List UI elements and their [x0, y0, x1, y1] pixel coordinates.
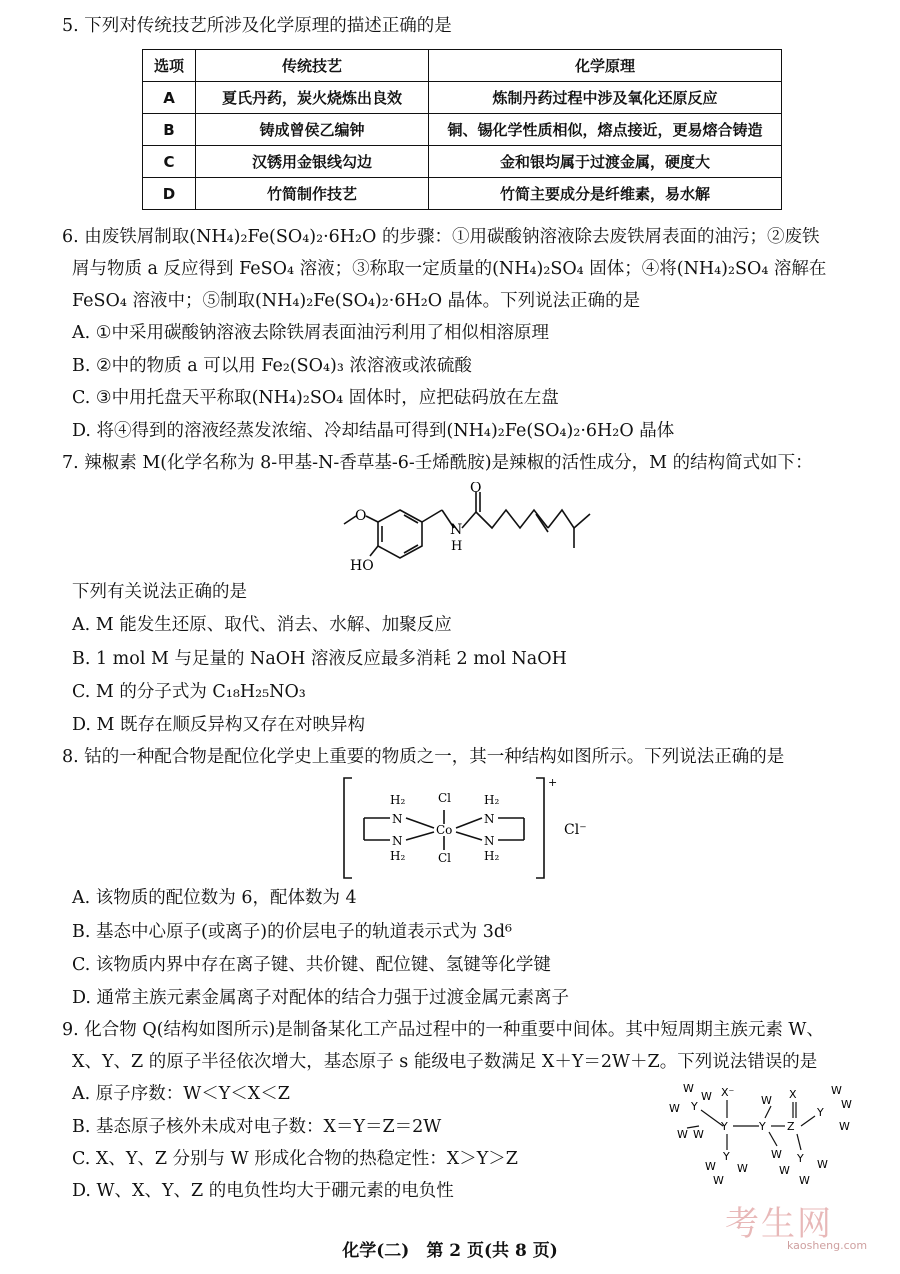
q6-line2: 屑与物质 a 反应得到 FeSO₄ 溶液；③称取一定质量的(NH₄)₂SO₄ 固体；④将(NH₄)₂SO₄ 溶解在 [72, 259, 827, 279]
table-header-row [143, 50, 782, 82]
w-label: W [705, 1160, 716, 1173]
q7-option-c: C. M 的分子式为 C₁₈H₂₅NO₃ [72, 682, 306, 702]
q7-option-b: B. 1 mol M 与足量的 NaOH 溶液反应最多消耗 2 mol NaOH [72, 649, 567, 669]
q5-table [142, 49, 782, 210]
w-label: W [831, 1084, 842, 1097]
cl-label: Cl [438, 851, 452, 865]
q9-line2: X、Y、Z 的原子半径依次增大，基态原子 s 能级电子数满足 X＋Y＝2W＋Z。下列说法错误的是 [72, 1052, 818, 1072]
q6-line1: 6. 由废铁屑制取(NH₄)₂Fe(SO₄)₂·6H₂O 的步骤：①用碳酸钠溶液除去废铁屑表面的油污；②废铁 [62, 227, 820, 247]
q7-option-a: A. M 能发生还原、取代、消去、水解、加聚反应 [72, 615, 452, 635]
hydroxyl-label: HO [350, 558, 374, 574]
q5-stem: 5. 下列对传统技艺所涉及化学原理的描述正确的是 [62, 16, 452, 36]
y-label: Y [759, 1120, 766, 1133]
table-cell: 夏氏丹药，炭火烧炼出良效 [196, 82, 429, 114]
table-header: 化学原理 [429, 50, 782, 82]
watermark-url: kaosheng.com [787, 1239, 868, 1252]
w-label: W [779, 1164, 790, 1177]
q7-prompt: 下列有关说法正确的是 [72, 582, 247, 602]
capsaicin-structure [340, 482, 620, 582]
table-row [143, 178, 782, 210]
watermark [725, 1196, 867, 1252]
table-cell: 金和银均属于过渡金属，硬度大 [429, 146, 782, 178]
n-label: N [392, 812, 403, 826]
table-row [143, 82, 782, 114]
w-label: W [839, 1120, 850, 1133]
w-label: W [799, 1174, 810, 1187]
table-cell: 铜、锡化学性质相似，熔点接近，更易熔合铸造 [429, 114, 782, 146]
n-label: N [484, 812, 495, 826]
y-label: Y [691, 1100, 698, 1113]
h2-label: H₂ [484, 849, 500, 863]
w-label: W [677, 1128, 688, 1141]
q7-option-d: D. M 既存在顺反异构又存在对映异构 [72, 715, 366, 735]
x-anion-label: X⁻ [721, 1086, 735, 1099]
q9-option-d: D. W、X、Y、Z 的电负性均大于硼元素的电负性 [72, 1181, 454, 1201]
q6-option-c: C. ③中用托盘天平称取(NH₄)₂SO₄ 固体时，应把砝码放在左盘 [72, 388, 559, 408]
y-label: Y [723, 1150, 730, 1163]
table-row [143, 114, 782, 146]
q6-option-b: B. ②中的物质 a 可以用 Fe₂(SO₄)₃ 浓溶液或浓硫酸 [72, 356, 472, 376]
counter-anion-label: Cl⁻ [564, 822, 587, 838]
cobalt-complex-structure [340, 774, 600, 884]
q7-stem: 7. 辣椒素 M(化学名称为 8-甲基-N-香草基-6-壬烯酰胺)是辣椒的活性成分，M 的结构简式如下： [62, 453, 813, 473]
co-label: Co [436, 823, 453, 837]
table-cell: 铸成曾侯乙编钟 [196, 114, 429, 146]
compound-q-structure [665, 1080, 865, 1190]
table-row [143, 146, 782, 178]
table-cell: 竹简制作技艺 [196, 178, 429, 210]
w-label: W [669, 1102, 680, 1115]
table-cell: 汉锈用金银线勾边 [196, 146, 429, 178]
w-label: W [771, 1148, 782, 1161]
q9-line1: 9. 化合物 Q(结构如图所示)是制备某化工产品过程中的一种重要中间体。其中短周期主族元素 W、 [62, 1020, 824, 1040]
q9-option-b: B. 基态原子核外未成对电子数：X＝Y＝Z＝2W [72, 1117, 442, 1137]
h2-label: H₂ [390, 849, 406, 863]
w-label: W [701, 1090, 712, 1103]
h2-label: H₂ [484, 793, 500, 807]
w-label: W [683, 1082, 694, 1095]
y-label: Y [817, 1106, 824, 1119]
table-cell: 竹简主要成分是纤维素，易水解 [429, 178, 782, 210]
w-label: W [841, 1098, 852, 1111]
q8-option-b: B. 基态中心原子(或离子)的价层电子的轨道表示式为 3d⁶ [72, 922, 513, 942]
w-label: W [737, 1162, 748, 1175]
n-label: N [392, 834, 403, 848]
q6-option-d: D. 将④得到的溶液经蒸发浓缩、冷却结晶可得到(NH₄)₂Fe(SO₄)₂·6H₂O 晶体 [72, 421, 675, 441]
z-label: Z [787, 1120, 795, 1133]
table-cell: 炼制丹药过程中涉及氧化还原反应 [429, 82, 782, 114]
x-label: X [789, 1088, 797, 1101]
w-label: W [713, 1174, 724, 1187]
q8-option-d: D. 通常主族元素金属离子对配体的结合力强于过渡金属元素离子 [72, 988, 570, 1008]
table-header: 传统技艺 [196, 50, 429, 82]
q6-line3: FeSO₄ 溶液中；⑤制取(NH₄)₂Fe(SO₄)₂·6H₂O 晶体。下列说法正确的是 [72, 291, 641, 311]
table-cell: D [143, 178, 196, 210]
amide-h-label: H [451, 539, 463, 554]
cl-label: Cl [438, 791, 452, 805]
q9-option-c: C. X、Y、Z 分别与 W 形成化合物的热稳定性：X＞Y＞Z [72, 1149, 518, 1169]
n-label: N [484, 834, 495, 848]
charge-label: + [548, 776, 558, 789]
w-label: W [693, 1128, 704, 1141]
carbonyl-o-label: O [470, 482, 482, 496]
table-cell: A [143, 82, 196, 114]
table-cell: C [143, 146, 196, 178]
table-header: 选项 [143, 50, 196, 82]
amide-n-label: N [450, 522, 463, 538]
h2-label: H₂ [390, 793, 406, 807]
q8-stem: 8. 钴的一种配合物是配位化学史上重要的物质之一，其一种结构如图所示。下列说法正确的是 [62, 747, 785, 767]
q9-option-a: A. 原子序数：W＜Y＜X＜Z [72, 1084, 290, 1104]
q8-option-c: C. 该物质内界中存在离子键、共价键、配位键、氢键等化学键 [72, 955, 551, 975]
w-label: W [817, 1158, 828, 1171]
w-label: W [761, 1094, 772, 1107]
q8-option-a: A. 该物质的配位数为 6，配体数为 4 [72, 888, 357, 908]
methoxy-o-label: O [355, 508, 367, 524]
page-footer: 化学(二) 第 2 页(共 8 页) [342, 1241, 558, 1261]
y-label: Y [797, 1152, 804, 1165]
y-label: Y [721, 1120, 728, 1133]
watermark-text: 考生网 [725, 1204, 833, 1244]
table-cell: B [143, 114, 196, 146]
q6-option-a: A. ①中采用碳酸钠溶液去除铁屑表面油污利用了相似相溶原理 [72, 323, 549, 343]
